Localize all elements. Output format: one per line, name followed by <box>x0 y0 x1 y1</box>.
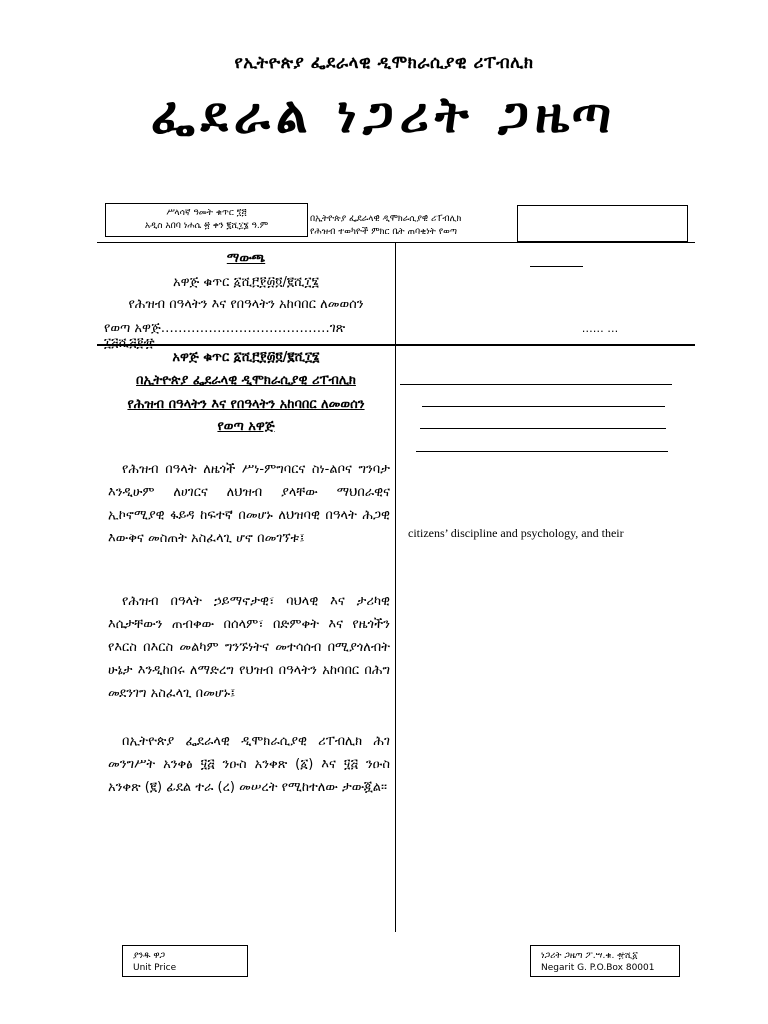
proclamation-subtitle-2: የሕዝብ በዓላትን እና የበዓላትን አከባበር ለመወሰን <box>127 397 365 412</box>
english-title-rule-2 <box>422 406 665 407</box>
unit-price-label: Unit Price <box>133 963 177 973</box>
english-title-rule-4 <box>416 451 668 452</box>
proclamation-subtitle-1: በኢትዮጵያ ፌደራላዊ ዲሞክራሲያዊ ሪፐብሊክ <box>136 373 356 388</box>
contents-proclamation-title: የሕዝብ በዓላትን እና የበዓላትን አከባበር ለመወሰን <box>128 297 364 312</box>
proclamation-subtitle-3: የወጣ አዋጅ <box>217 419 275 434</box>
english-title-rule-3 <box>420 428 666 429</box>
english-body-line: citizens’ discipline and psychology, and their <box>408 526 624 540</box>
contents-proclamation-number: አዋጅ ቁጥር ፩ሺ፫፻፴፬/፪ሺ፲፮ <box>172 275 320 290</box>
po-box-amharic: ነጋሪት ጋዜጣ ፖ.ሣ.ቁ. ፹ሺ፩ <box>541 951 638 961</box>
publisher-statement <box>307 213 520 239</box>
masthead-title: ፌደራል ነጋሪት ጋዜጣ <box>150 86 618 144</box>
preamble-paragraph-3: በኢትዮጵያ ፌደራላዊ ዲሞክራሲያዊ ሪፐብሊክ ሕገ መንግሥት አንቀፅ ፶፭ ንዑስ አንቀጽ (፩) እና ፶፭ ንዑስ አንቀጽ (፪) ፊደል ተራ (ረ) መሠረት የሚከተለው ታውጇል፡፡ <box>108 734 390 795</box>
preamble-paragraph-1: የሕዝብ በዓላት ለዜጎች ሥነ-ምግባርና ስነ-ልቦና ግንባታ እንዲሁም ለሀገርና ለህዝብ ያላቸው ማህበራዊና ኢኮኖሚያዊ ፋይዳ ከፍተኛ በመሆኑ ለህዝባዊ በዓላት ሕጋዊ እውቅና መስጠት አስፈላጊ ሆኖ በመገኘቱ፤ <box>108 462 390 546</box>
publisher-box <box>517 205 688 242</box>
issue-number: ሥላሳኛ ዓመት ቁጥር ፺፭ <box>166 208 247 218</box>
top-divider <box>97 242 695 243</box>
proclamation-title: አዋጅ ቁጥር ፩ሺ፫፻፴፬/፪ሺ፲፮ <box>172 350 320 365</box>
publisher-line-1: በኢትዮጵያ ፌደራላዊ ዲሞክራሲያዊ ሪፐብሊክ <box>310 214 462 224</box>
column-divider <box>395 242 396 932</box>
unit-price-box <box>122 945 248 977</box>
unit-price-amharic: ያንዱ ዋጋ <box>133 951 166 961</box>
issue-info-box <box>105 203 308 237</box>
republic-heading: የኢትዮጵያ ፌደራላዊ ዲሞክራሲያዊ ሪፐብሊክ <box>234 53 534 73</box>
english-title-rule-1 <box>400 384 672 385</box>
english-contents-dots: …… … <box>581 322 619 335</box>
issue-date: አዲስ አበባ ነሐሴ ፳ ቀን ፪ሺ፲፮ ዓ.ም <box>144 221 269 231</box>
po-box <box>530 945 680 977</box>
publisher-line-2: የሕዝብ ተወካዮች ምክር ቤት ጠባቂነት የወጣ <box>310 227 457 237</box>
english-contents-rule <box>530 266 583 267</box>
contents-heading: ማውጫ <box>226 251 266 266</box>
contents-issued-page: የወጣ አዋጅ…………………………………ገጽ ፲፭ሺ፭፻፹ <box>104 321 346 351</box>
po-box-label: Negarit G. P.O.Box 80001 <box>541 963 655 973</box>
preamble-paragraph-2: የሕዝብ በዓላት ኃይማኖታዊ፣ ባህላዊ እና ታሪካዊ እሴታቸውን ጠብቀው በሰላም፣ በድምቀት እና የዜጎችን የእርስ በእርስ መልካም ግንኙነትና መተሳሰብ በሚያጎለብት ሁኔታ እንዲከበሩ ለማድረግ የህዝብ በዓላትን አከባበር በሕግ መደንገግ አስፈላጊ በመሆኑ፤ <box>108 594 390 701</box>
